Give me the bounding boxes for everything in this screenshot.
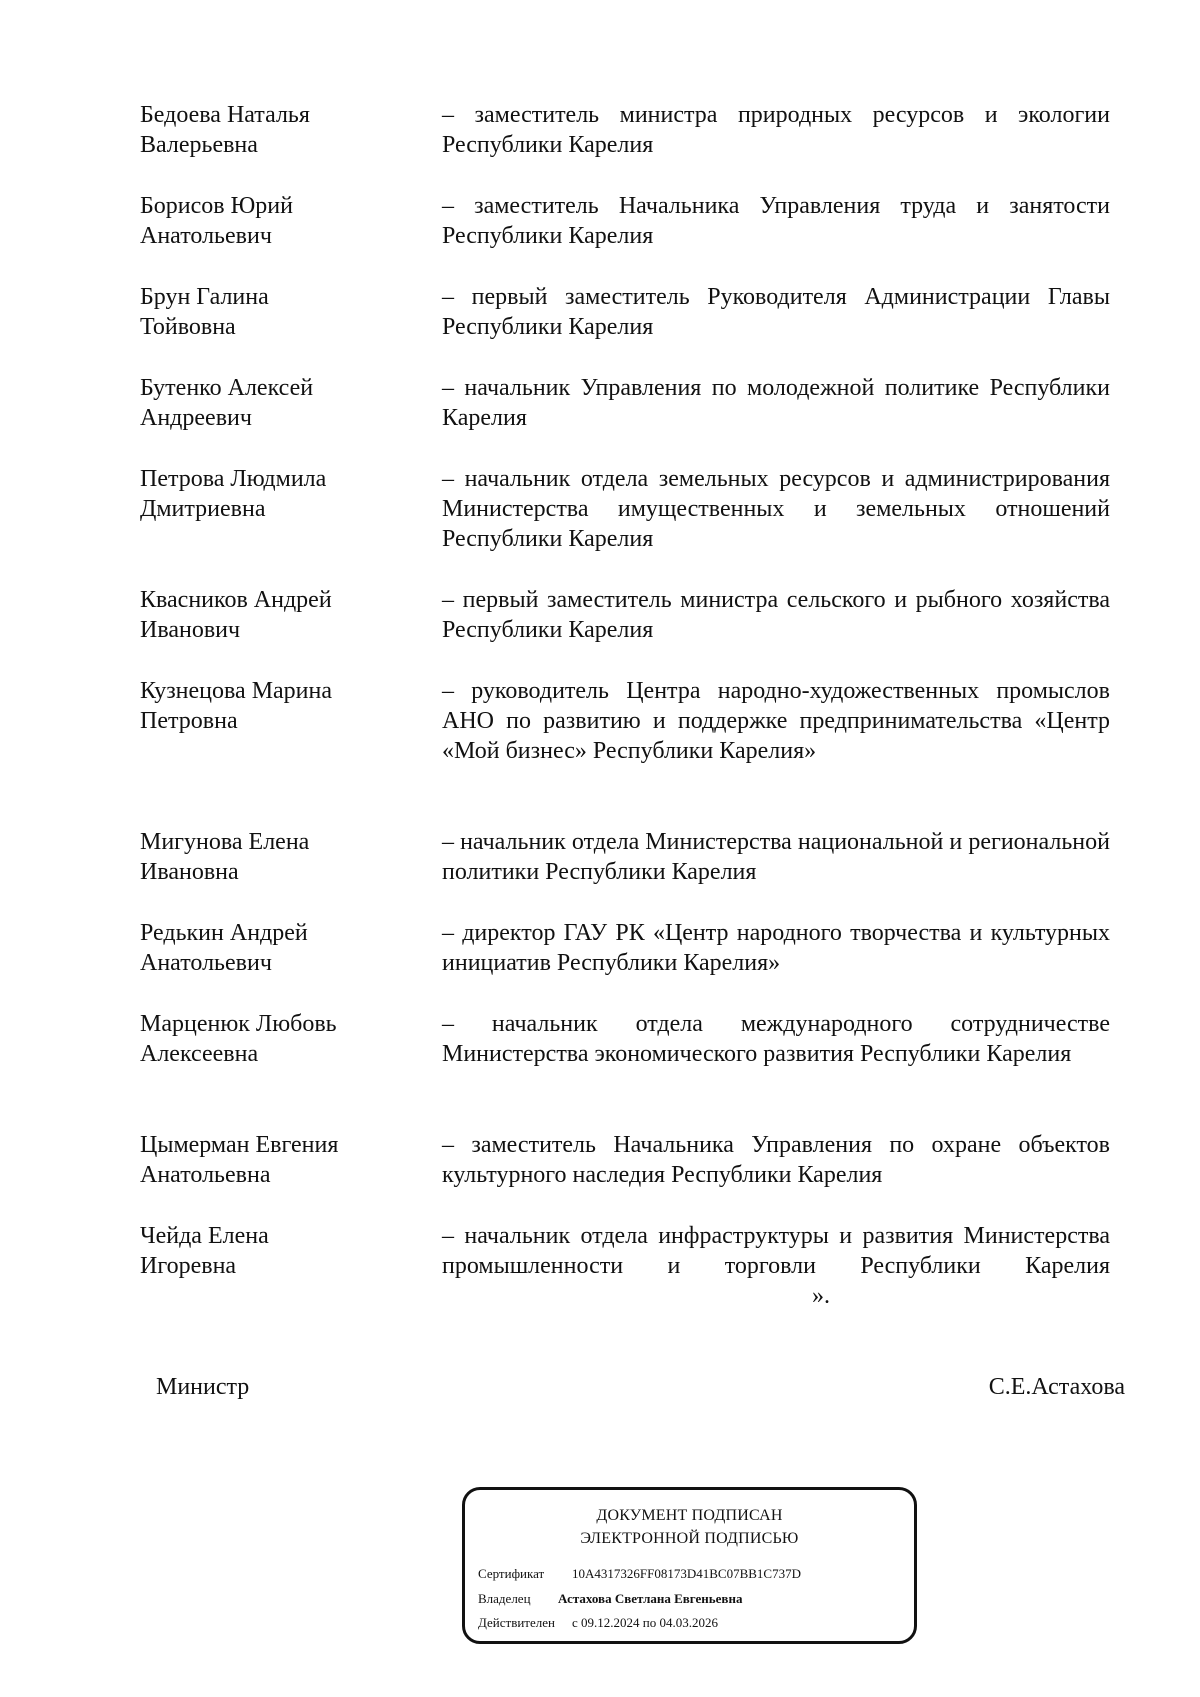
signature-row [140, 1372, 1125, 1404]
list-item [140, 464, 1110, 552]
list-item [140, 191, 1110, 271]
name-line: Дмитриевна [140, 496, 266, 522]
stamp-label: Владелец [478, 1591, 531, 1606]
name-line: Цымерман Евгения [140, 1132, 339, 1158]
person-name [140, 1009, 430, 1069]
name-line: Мигунова Елена [140, 829, 310, 855]
person-name [140, 827, 430, 887]
stamp-certificate-row [478, 1566, 801, 1582]
stamp-title-line: ДОКУМЕНТ ПОДПИСАН [596, 1507, 783, 1524]
list-item [140, 827, 1110, 907]
name-line: Анатольевна [140, 1162, 271, 1188]
stamp-title [465, 1504, 914, 1550]
electronic-signature-stamp [462, 1487, 917, 1644]
stamp-label: Действителен [478, 1615, 555, 1630]
person-position: – начальник отдела земельных ресурсов и администрирования Министерства имущественных и земельных отношений Республики Карелия [442, 466, 1110, 552]
person-name [140, 373, 430, 433]
name-line: Редькин Андрей [140, 920, 308, 946]
name-line: Марценюк Любовь [140, 1011, 337, 1037]
name-line: Игоревна [140, 1253, 237, 1279]
stamp-owner-value: Астахова Светлана Евгеньевна [558, 1591, 743, 1606]
person-position: – заместитель Начальника Управления по охране объектов культурного наследия Республики Карелия [442, 1132, 1110, 1188]
person-name [140, 676, 430, 736]
person-position: – первый заместитель министра сельского и рыбного хозяйства Республики Карелия [442, 587, 1110, 643]
person-position: – начальник Управления по молодежной политике Республики Карелия [442, 375, 1110, 431]
person-name [140, 585, 430, 645]
person-position: – директор ГАУ РК «Центр народного творчества и культурных инициатив Республики Карелия» [442, 920, 1110, 976]
stamp-validity-row [478, 1615, 718, 1631]
name-line: Петровна [140, 708, 238, 734]
name-line: Кузнецова Марина [140, 678, 333, 704]
list-item [140, 918, 1110, 998]
name-line: Брун Галина [140, 284, 269, 310]
list-item [140, 1130, 1110, 1210]
name-line: Борисов Юрий [140, 193, 293, 219]
person-name [140, 1130, 430, 1190]
name-line: Бутенко Алексей [140, 375, 314, 401]
signer-name: С.Е.Астахова [988, 1374, 1125, 1400]
position-text: – начальник отдела инфраструктуры и развития Министерства промышленности и торговли Республики Карелия [442, 1223, 1110, 1279]
closing-quote: ». [812, 1283, 830, 1309]
stamp-validity-value: с 09.12.2024 по 04.03.2026 [572, 1615, 718, 1630]
stamp-owner-row [478, 1591, 742, 1607]
stamp-label: Сертификат [478, 1566, 545, 1581]
list-item [140, 100, 1110, 180]
list-item [140, 1221, 1110, 1309]
list-item [140, 1009, 1110, 1089]
person-position: – заместитель министра природных ресурсов и экологии Республики Карелия [442, 102, 1110, 158]
name-line: Алексеевна [140, 1041, 259, 1067]
name-line: Бедоева Наталья [140, 102, 310, 128]
list-item [140, 373, 1110, 453]
person-position: – руководитель Центра народно-художественных промыслов АНО по развитию и поддержке предпринимательства «Центр «Мой бизнес» Республики Карелия» [442, 678, 1110, 764]
stamp-certificate-value: 10A4317326FF08173D41BC07BB1C737D [572, 1566, 801, 1581]
name-line: Квасников Андрей [140, 587, 332, 613]
name-line: Чейда Елена [140, 1223, 269, 1249]
person-name [140, 918, 430, 978]
name-line: Валерьевна [140, 132, 258, 158]
name-line: Анатольевич [140, 950, 272, 976]
list-item [140, 585, 1110, 665]
list-item [140, 676, 1110, 764]
name-line: Петрова Людмила [140, 466, 327, 492]
person-name [140, 100, 430, 160]
name-line: Ивановна [140, 859, 239, 885]
name-line: Андреевич [140, 405, 252, 431]
person-name [140, 1221, 430, 1281]
person-name [140, 191, 430, 251]
person-position: – первый заместитель Руководителя Администрации Главы Республики Карелия [442, 284, 1110, 340]
person-name [140, 282, 430, 342]
name-line: Иванович [140, 617, 241, 643]
name-line: Тойвовна [140, 314, 236, 340]
list-item [140, 282, 1110, 362]
person-position: – начальник отдела Министерства национальной и региональной политики Республики Карелия [442, 829, 1110, 885]
person-position: – заместитель Начальника Управления труда и занятости Республики Карелия [442, 193, 1110, 249]
person-name [140, 464, 430, 524]
signer-position: Министр [156, 1374, 250, 1400]
person-position: – начальник отдела международного сотрудничестве Министерства экономического развития Республики Карелия [442, 1011, 1110, 1067]
name-line: Анатольевич [140, 223, 272, 249]
stamp-title-line: ЭЛЕКТРОННОЙ ПОДПИСЬЮ [580, 1530, 799, 1547]
person-position [442, 1221, 1110, 1311]
